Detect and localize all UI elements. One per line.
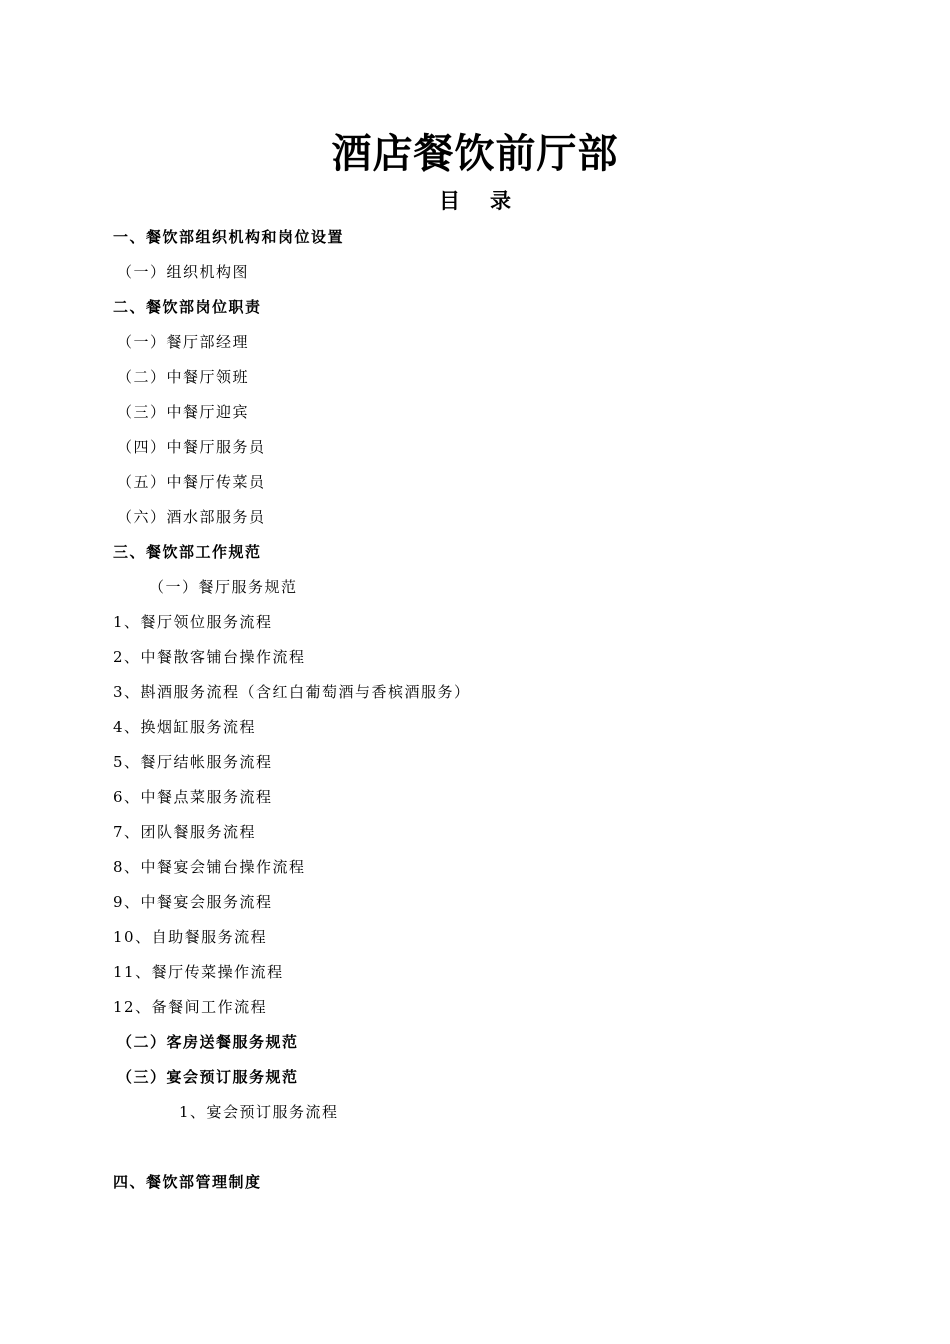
toc-section-3: 三、餐饮部工作规范 <box>113 543 262 561</box>
toc-item: 9、中餐宴会服务流程 <box>113 893 273 911</box>
toc-item: 1、餐厅领位服务流程 <box>113 613 273 631</box>
toc-item: （一）餐厅部经理 <box>117 333 250 351</box>
toc-item: （五）中餐厅传菜员 <box>117 473 266 491</box>
toc-item: 3、斟酒服务流程（含红白葡萄酒与香槟酒服务） <box>113 683 471 701</box>
toc-item: （二）中餐厅领班 <box>117 368 250 386</box>
document-title: 酒店餐饮前厅部 <box>331 131 619 177</box>
toc-item: 2、中餐散客铺台操作流程 <box>113 648 306 666</box>
toc-subsection: （三）宴会预订服务规范 <box>117 1068 299 1086</box>
toc-item: 10、自助餐服务流程 <box>113 928 268 946</box>
toc-heading-char-2: 录 <box>490 188 511 213</box>
toc-section-1: 一、餐饮部组织机构和岗位设置 <box>113 228 345 246</box>
toc-item: （四）中餐厅服务员 <box>117 438 266 456</box>
toc-item: 12、备餐间工作流程 <box>113 998 268 1016</box>
toc-item: 11、餐厅传菜操作流程 <box>113 963 284 981</box>
toc-item: 1、宴会预订服务流程 <box>179 1103 339 1121</box>
toc-item: 5、餐厅结帐服务流程 <box>113 753 273 771</box>
toc-item: （三）中餐厅迎宾 <box>117 403 250 421</box>
toc-section-2: 二、餐饮部岗位职责 <box>113 298 262 316</box>
toc-heading-char-1: 目 <box>439 188 460 213</box>
toc-item: （六）酒水部服务员 <box>117 508 266 526</box>
toc-subsection: （一）餐厅服务规范 <box>149 578 298 596</box>
toc-item: 8、中餐宴会铺台操作流程 <box>113 858 306 876</box>
toc-item: 4、换烟缸服务流程 <box>113 718 257 736</box>
toc-item: 6、中餐点菜服务流程 <box>113 788 273 806</box>
toc-section-4: 四、餐饮部管理制度 <box>113 1173 262 1191</box>
toc-subsection: （二）客房送餐服务规范 <box>117 1033 299 1051</box>
toc-heading <box>0 186 950 216</box>
toc-item: 7、团队餐服务流程 <box>113 823 257 841</box>
toc-item: （一）组织机构图 <box>117 263 250 281</box>
